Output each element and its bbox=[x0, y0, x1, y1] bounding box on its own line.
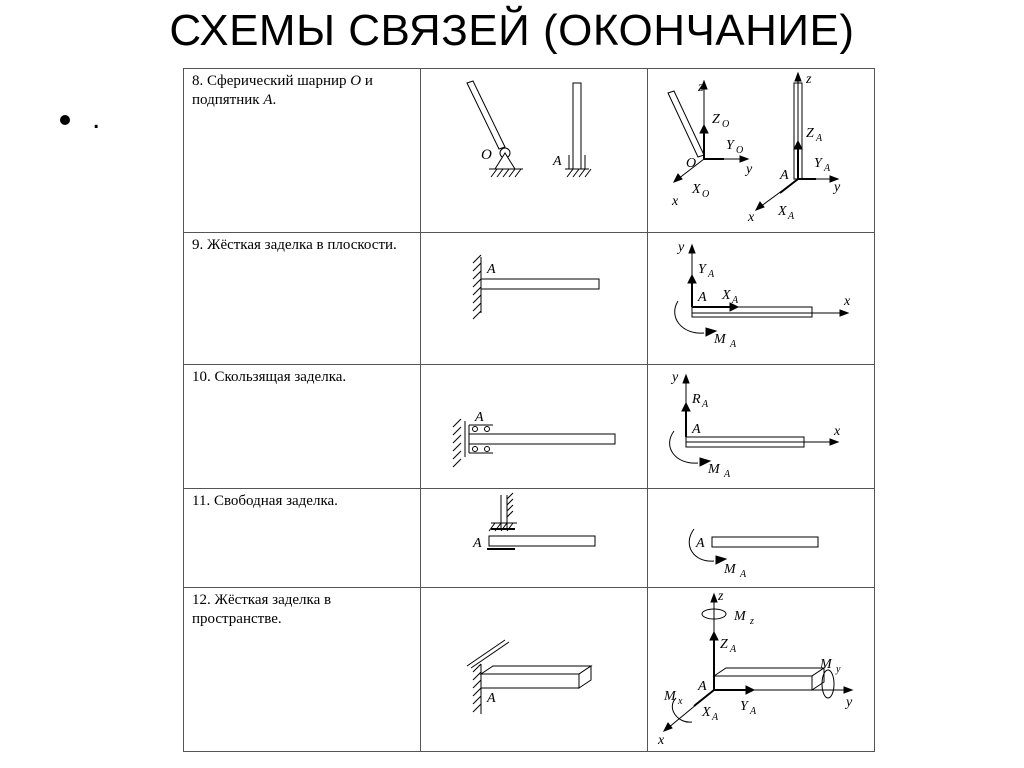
svg-text:A: A bbox=[730, 644, 737, 655]
constraint-diagram bbox=[421, 365, 648, 489]
svg-text:A: A bbox=[487, 262, 496, 277]
svg-text:M: M bbox=[664, 689, 676, 704]
constraint-diagram bbox=[421, 489, 648, 588]
svg-text:A: A bbox=[816, 133, 823, 144]
svg-text:X: X bbox=[722, 288, 731, 303]
constraints-table bbox=[183, 68, 875, 752]
constraint-diagram bbox=[421, 588, 648, 752]
svg-text:A: A bbox=[750, 706, 757, 717]
svg-text:M: M bbox=[708, 462, 720, 477]
svg-text:M: M bbox=[734, 609, 746, 624]
svg-text:M: M bbox=[724, 562, 736, 577]
row-description: 10. Скользящая заделка. bbox=[184, 365, 421, 489]
svg-text:y: y bbox=[846, 695, 853, 710]
table-row bbox=[184, 489, 875, 588]
constraint-diagram bbox=[421, 69, 648, 233]
svg-text:A: A bbox=[473, 536, 482, 551]
svg-text:A: A bbox=[708, 269, 715, 280]
svg-text:A: A bbox=[487, 691, 496, 706]
slide-title: СХЕМЫ СВЯЗЕЙ (ОКОНЧАНИЕ) bbox=[169, 6, 855, 55]
svg-text:M: M bbox=[820, 657, 832, 672]
svg-text:x: x bbox=[658, 733, 665, 748]
row-description: 11. Свободная заделка. bbox=[184, 489, 421, 588]
svg-text:A: A bbox=[692, 422, 701, 437]
svg-text:A: A bbox=[712, 712, 719, 723]
svg-text:X: X bbox=[692, 182, 701, 197]
svg-text:O: O bbox=[736, 145, 744, 156]
svg-text:y: y bbox=[746, 162, 753, 177]
svg-text:z: z bbox=[698, 80, 704, 95]
table-row bbox=[184, 233, 875, 365]
svg-text:A: A bbox=[696, 536, 705, 551]
svg-text:A: A bbox=[732, 295, 739, 306]
svg-text:y: y bbox=[672, 370, 679, 385]
reaction-diagram bbox=[648, 69, 875, 233]
bullet-dot-icon bbox=[60, 115, 70, 125]
svg-text:Y: Y bbox=[698, 262, 706, 277]
bullet-item bbox=[60, 102, 100, 136]
svg-text:A: A bbox=[824, 163, 831, 174]
svg-text:z: z bbox=[718, 589, 724, 604]
svg-text:A: A bbox=[553, 154, 562, 169]
svg-text:x: x bbox=[844, 294, 851, 309]
reaction-diagram bbox=[648, 365, 875, 489]
svg-text:x: x bbox=[678, 696, 683, 707]
svg-text:Y: Y bbox=[726, 138, 734, 153]
constraint-diagram bbox=[421, 233, 648, 365]
svg-text:A: A bbox=[475, 410, 484, 425]
row-description: 9. Жёсткая заделка в плоскости. bbox=[184, 233, 421, 365]
svg-text:R: R bbox=[692, 392, 701, 407]
svg-text:X: X bbox=[702, 705, 711, 720]
svg-text:O: O bbox=[702, 189, 710, 200]
row-description: 8. Сферический шарнир O и подпятник A. bbox=[184, 69, 421, 233]
svg-text:A: A bbox=[788, 211, 795, 222]
svg-text:Y: Y bbox=[814, 156, 822, 171]
svg-text:x: x bbox=[672, 194, 679, 209]
row-description: 12. Жёсткая заделка в пространстве. bbox=[184, 588, 421, 752]
svg-text:A: A bbox=[702, 399, 709, 410]
bullet-text: . bbox=[92, 102, 101, 135]
reaction-diagram bbox=[648, 588, 875, 752]
table-row bbox=[184, 588, 875, 752]
svg-text:x: x bbox=[834, 424, 841, 439]
reaction-diagram bbox=[648, 489, 875, 588]
svg-text:z: z bbox=[806, 72, 812, 87]
svg-text:Y: Y bbox=[740, 699, 748, 714]
svg-text:X: X bbox=[778, 204, 787, 219]
svg-text:y: y bbox=[834, 180, 841, 195]
svg-text:A: A bbox=[698, 679, 707, 694]
svg-text:A: A bbox=[730, 339, 737, 350]
svg-text:A: A bbox=[724, 469, 731, 480]
svg-text:Z: Z bbox=[712, 112, 720, 127]
svg-text:x: x bbox=[748, 210, 755, 225]
svg-text:O: O bbox=[686, 156, 697, 171]
svg-text:y: y bbox=[678, 240, 685, 255]
svg-text:A: A bbox=[780, 168, 789, 183]
reaction-diagram bbox=[648, 233, 875, 365]
svg-text:Z: Z bbox=[720, 637, 728, 652]
svg-text:M: M bbox=[714, 332, 726, 347]
svg-text:Z: Z bbox=[806, 126, 814, 141]
svg-text:z: z bbox=[750, 616, 754, 627]
svg-text:O: O bbox=[722, 119, 730, 130]
svg-text:y: y bbox=[836, 664, 841, 675]
svg-text:A: A bbox=[740, 569, 747, 580]
table-row bbox=[184, 365, 875, 489]
svg-text:A: A bbox=[698, 290, 707, 305]
svg-text:O: O bbox=[481, 147, 492, 163]
table-row bbox=[184, 69, 875, 233]
